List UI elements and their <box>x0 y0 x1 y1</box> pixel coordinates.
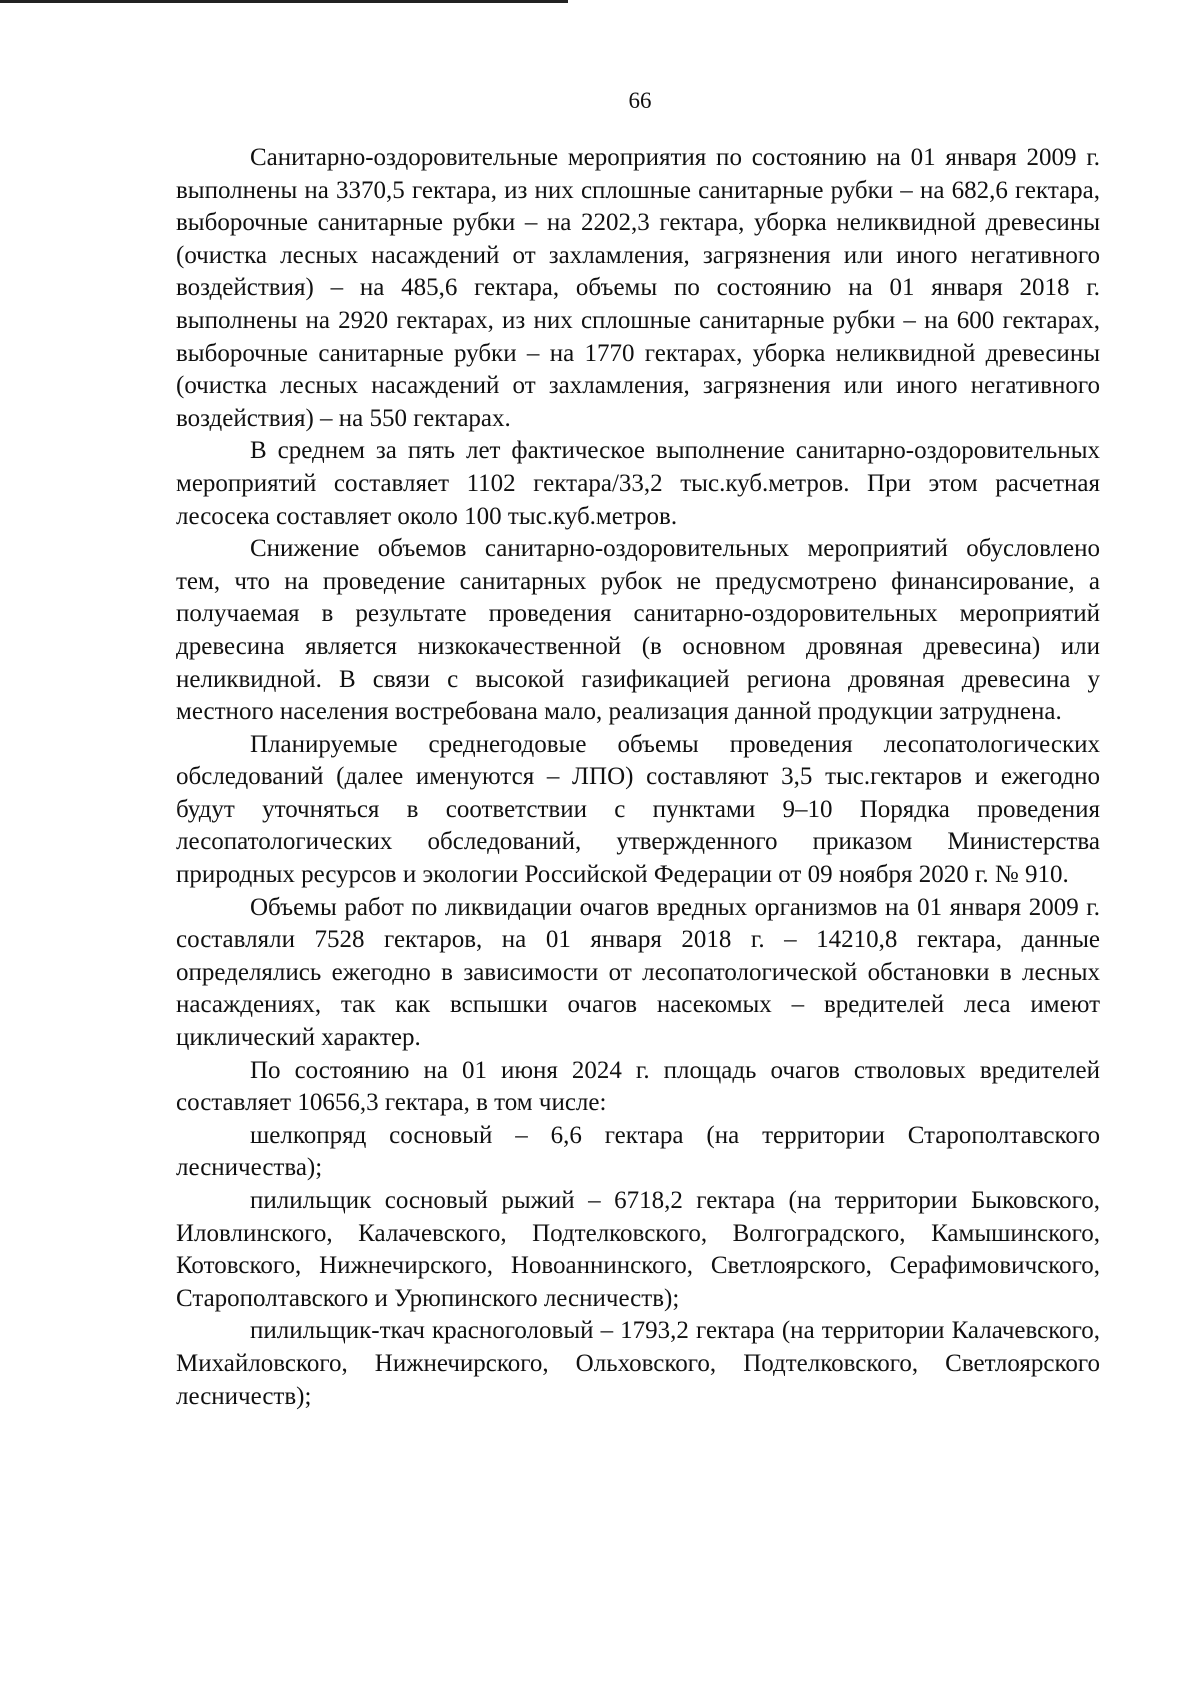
paragraph-volume-decrease: Снижение объемов санитарно-оздоровительных мероприятий обусловлено тем, что на проведение санитарных рубок не предусмотрено финансирование, а получаемая в результате проведения санитарно-оздоровительных мероприятий древесина является низкокачественной (в основном дровяная древесина) или неликвидной. В связи с высокой газификацией региона дровяная древесина у местного населения востребована мало, реализация данной продукции затруднена. <box>176 535 1100 726</box>
list-item-pine-sawfly: пилильщик сосновый рыжий – 6718,2 гектара (на территории Быковского, Иловлинского, Калачевского, Подтелковского, Волгоградского, Камышинского, Котовского, Нижнечирского, Новоаннинского, Светлоярского, Серафимовичского, Старополтавского и Урюпинского лесничеств); <box>176 1187 1100 1312</box>
paragraph-pest-liquidation: Объемы работ по ликвидации очагов вредных организмов на 01 января 2009 г. составляли 7528 гектаров, на 01 января 2018 г. – 14210,8 гектара, данные определялись ежегодно в зависимости от лесопатологической обстановки в лесных насаждениях, так как вспышки очагов насекомых – вредителей леса имеют циклический характер. <box>176 893 1100 1052</box>
page-number: 66 <box>628 88 652 113</box>
paragraph-pest-foci-area: По состоянию на 01 июня 2024 г. площадь очагов стволовых вредителей составляет 10656,3 гектара, в том числе: <box>176 1056 1100 1117</box>
list-item-pine-silkworm: шелкопряд сосновый – 6,6 гектара (на территории Старополтавского лесничества); <box>176 1121 1100 1182</box>
document-body <box>176 142 1100 1413</box>
paragraph-planned-lpo: Планируемые среднегодовые объемы проведения лесопатологических обследований (далее именуются – ЛПО) составляют 3,5 тыс.гектаров и ежегодно будут уточняться в соответствии с пунктами 9–10 Порядка проведения лесопатологических обследований, утвержденного приказом Министерства природных ресурсов и экологии Российской Федерации от 09 ноября 2020 г. № 910. <box>176 730 1100 889</box>
paragraph-five-year-average: В среднем за пять лет фактическое выполнение санитарно-оздоровительных мероприятий составляет 1102 гектара/33,2 тыс.куб.метров. При этом расчетная лесосека составляет около 100 тыс.куб.метров. <box>176 437 1100 530</box>
paragraph-sanitary-measures: Санитарно-оздоровительные мероприятия по состоянию на 01 января 2009 г. выполнены на 3370,5 гектара, из них сплошные санитарные рубки – на 682,6 гектара, выборочные санитарные рубки – на 2202,3 гектара, уборка неликвидной древесины (очистка лесных насаждений от захламления, загрязнения или иного негативного воздействия) – на 485,6 гектара, объемы по состоянию на 01 января 2018 г. выполнены на 2920 гектарах, из них сплошные санитарные рубки – на 600 гектарах, выборочные санитарные рубки – на 1770 гектарах, уборка неликвидной древесины (очистка лесных насаждений от захламления, загрязнения или иного негативного воздействия) – на 550 гектарах. <box>176 144 1100 432</box>
list-item-web-spinning-sawfly: пилильщик-ткач красноголовый – 1793,2 гектара (на территории Калачевского, Михайловского, Нижнечирского, Ольховского, Подтелковского, Светлоярского лесничеств); <box>176 1317 1100 1410</box>
top-border-line <box>0 0 568 3</box>
